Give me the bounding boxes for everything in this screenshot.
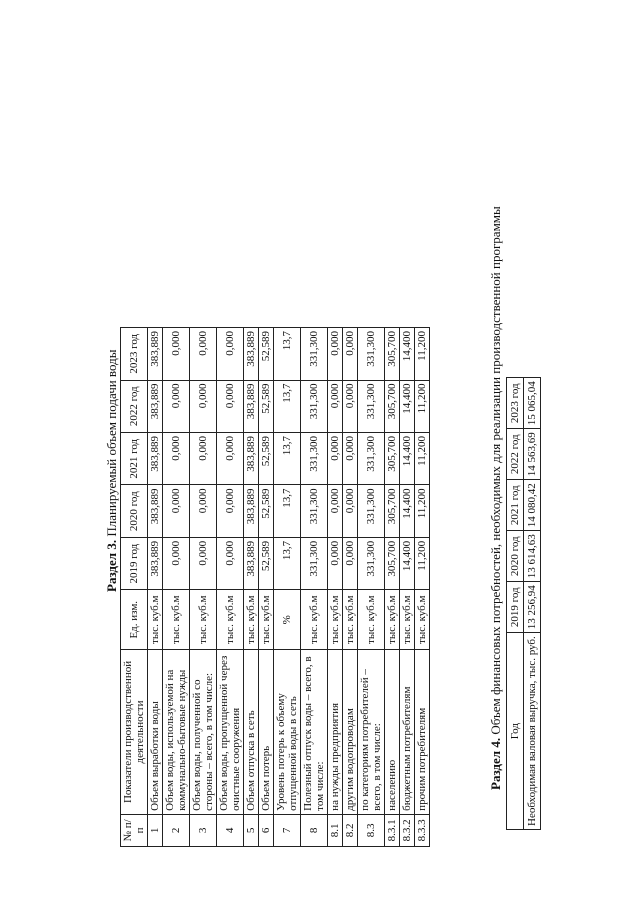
value-cell: 331,300 [358,485,385,537]
value-cell: 14,400 [400,380,415,432]
value-cell: 0,000 [217,485,244,537]
value-cell: 0,000 [328,328,343,381]
unit-cell: тыс. куб.м [148,590,163,650]
unit-cell: тыс. куб.м [190,590,217,650]
table-row [400,328,415,847]
header-cell: 2023 год [121,328,148,381]
indicator-name-cell: бюджетным потребителям [400,650,415,815]
unit-cell: тыс. куб.м [217,590,244,650]
row-number-cell: 8.3 [358,814,385,846]
value-cell: 331,300 [301,380,328,432]
row-number-cell: 8.3.1 [385,814,400,846]
value-cell: 52,589 [259,485,274,537]
value-cell: 14,400 [400,485,415,537]
header-cell: Год [507,633,524,830]
section3-table [120,327,430,847]
table-row [259,328,274,847]
row-number-cell: 1 [148,814,163,846]
value-cell: 11,200 [415,380,430,432]
value-cell: 305,700 [385,380,400,432]
table-row [385,328,400,847]
value-cell: 11,200 [415,485,430,537]
section4-title [488,206,504,790]
value-cell: 0,000 [328,380,343,432]
value-cell: 0,000 [217,432,244,484]
value-cell: 0,000 [190,328,217,381]
header-cell: № п/п [121,814,148,846]
indicator-name-cell: Объем воды, полученной со стороны – всего, в том числе: [190,650,217,815]
value-cell: 383,889 [148,380,163,432]
header-cell: 2021 год [507,480,524,531]
row-number-cell: 8.3.2 [400,814,415,846]
unit-cell: тыс. куб.м [328,590,343,650]
value-cell: 383,889 [148,485,163,537]
row-number-cell: 6 [259,814,274,846]
value-cell: 52,589 [259,380,274,432]
section4-header-row [507,378,524,830]
value-cell: 383,889 [244,380,259,432]
value-cell: 13 256,94 [524,582,541,633]
table-row [217,328,244,847]
indicator-name-cell: прочим потребителям [415,650,430,815]
header-cell: 2023 год [507,378,524,429]
value-cell: 383,889 [148,432,163,484]
row-number-cell: 2 [163,814,190,846]
value-cell: 0,000 [328,485,343,537]
value-cell: 0,000 [343,537,358,589]
value-cell: 0,000 [328,432,343,484]
table-row [163,328,190,847]
value-cell: 0,000 [163,380,190,432]
value-cell: 331,300 [301,485,328,537]
indicator-name-cell: на нужды предприятия [328,650,343,815]
value-cell: 331,300 [301,328,328,381]
value-cell: 331,300 [358,380,385,432]
row-number-cell: 3 [190,814,217,846]
value-cell: 0,000 [163,432,190,484]
value-cell: 15 065,04 [524,378,541,429]
value-cell: 331,300 [358,537,385,589]
row-number-cell: 7 [274,814,301,846]
unit-cell: тыс. куб.м [301,590,328,650]
indicator-name-cell: населению [385,650,400,815]
value-cell: 14 080,42 [524,480,541,531]
indicator-name-cell: Объем отпуска в сеть [244,650,259,815]
value-cell: 0,000 [217,537,244,589]
unit-cell: тыс. куб.м [415,590,430,650]
table-row [244,328,259,847]
table-row [415,328,430,847]
value-cell: 11,200 [415,328,430,381]
row-number-cell: 8.3.3 [415,814,430,846]
value-cell: 305,700 [385,485,400,537]
table-row [190,328,217,847]
value-cell: 383,889 [244,537,259,589]
indicator-name-cell: Полезный отпуск воды – всего, в том числе: [301,650,328,815]
value-cell: 0,000 [163,537,190,589]
unit-cell: тыс. куб.м [259,590,274,650]
section4-table-wrap [506,377,541,830]
header-cell: Ед. изм. [121,590,148,650]
row-number-cell: 8 [301,814,328,846]
value-cell: 383,889 [244,328,259,381]
value-cell: 305,700 [385,328,400,381]
header-cell: 2020 год [507,531,524,582]
section4-data-row [524,378,541,830]
value-cell: 0,000 [343,485,358,537]
table-row [328,328,343,847]
header-cell: 2021 год [121,432,148,484]
value-cell: 14,400 [400,432,415,484]
value-cell: 13,7 [274,432,301,484]
value-cell: 305,700 [385,432,400,484]
section3-table-body [148,328,430,847]
row-number-cell: 8.1 [328,814,343,846]
indicator-name-cell: Объем потерь [259,650,274,815]
value-cell: 13,7 [274,537,301,589]
section4-table [506,377,541,830]
value-cell: 383,889 [244,485,259,537]
unit-cell: тыс. куб.м [358,590,385,650]
value-cell: 331,300 [301,537,328,589]
value-cell: 13,7 [274,328,301,381]
value-cell: 14,400 [400,328,415,381]
unit-cell: тыс. куб.м [400,590,415,650]
table-row [358,328,385,847]
header-cell: 2020 год [121,485,148,537]
value-cell: 383,889 [148,328,163,381]
unit-cell: % [274,590,301,650]
value-cell: 331,300 [301,432,328,484]
header-cell: 2022 год [121,380,148,432]
unit-cell: тыс. куб.м [343,590,358,650]
unit-cell: тыс. куб.м [244,590,259,650]
header-cell: 2022 год [507,429,524,480]
row-label-cell: Необходимая валовая выручка, тыс. руб. [524,633,541,830]
section3-title [104,350,120,592]
section3-table-wrap [120,327,430,847]
header-cell: Показатели производственной деятельности [121,650,148,815]
value-cell: 0,000 [190,380,217,432]
row-number-cell: 5 [244,814,259,846]
indicator-name-cell: Объем выработки воды [148,650,163,815]
value-cell: 0,000 [343,380,358,432]
value-cell: 52,589 [259,328,274,381]
section3-label: Раздел 3. [104,539,119,592]
indicator-name-cell: другим водопроводам [343,650,358,815]
section3-header-row [121,328,148,847]
value-cell: 0,000 [217,380,244,432]
indicator-name-cell: по категориям потребителей – всего, в том числе: [358,650,385,815]
value-cell: 13,7 [274,380,301,432]
indicator-name-cell: Объем воды, пропущенной через очистные сооружения [217,650,244,815]
table-row [274,328,301,847]
value-cell: 0,000 [163,485,190,537]
value-cell: 0,000 [190,485,217,537]
value-cell: 331,300 [358,328,385,381]
value-cell: 0,000 [190,432,217,484]
value-cell: 0,000 [343,432,358,484]
indicator-name-cell: Уровень потерь к объему отпущенной воды в сеть [274,650,301,815]
table-row [148,328,163,847]
value-cell: 11,200 [415,432,430,484]
table-row [301,328,328,847]
section3-title-text: Планируемый объем подачи воды [104,349,119,537]
value-cell: 0,000 [343,328,358,381]
header-cell: 2019 год [507,582,524,633]
row-number-cell: 8.2 [343,814,358,846]
value-cell: 305,700 [385,537,400,589]
value-cell: 0,000 [163,328,190,381]
unit-cell: тыс. куб.м [385,590,400,650]
value-cell: 13,7 [274,485,301,537]
value-cell: 0,000 [328,537,343,589]
section4-title-text: Объем финансовых потребностей, необходимых для реализации производственной программы [488,206,503,735]
unit-cell: тыс. куб.м [163,590,190,650]
value-cell: 331,300 [358,432,385,484]
value-cell: 11,200 [415,537,430,589]
row-number-cell: 4 [217,814,244,846]
value-cell: 0,000 [217,328,244,381]
section4-label: Раздел 4. [488,737,503,790]
value-cell: 52,589 [259,537,274,589]
value-cell: 14,400 [400,537,415,589]
header-cell: 2019 год [121,537,148,589]
value-cell: 0,000 [190,537,217,589]
table-row [343,328,358,847]
value-cell: 14 563,69 [524,429,541,480]
value-cell: 13 614,63 [524,531,541,582]
value-cell: 383,889 [148,537,163,589]
indicator-name-cell: Объем воды, используемой на коммунально-бытовые нужды [163,650,190,815]
value-cell: 383,889 [244,432,259,484]
value-cell: 52,589 [259,432,274,484]
